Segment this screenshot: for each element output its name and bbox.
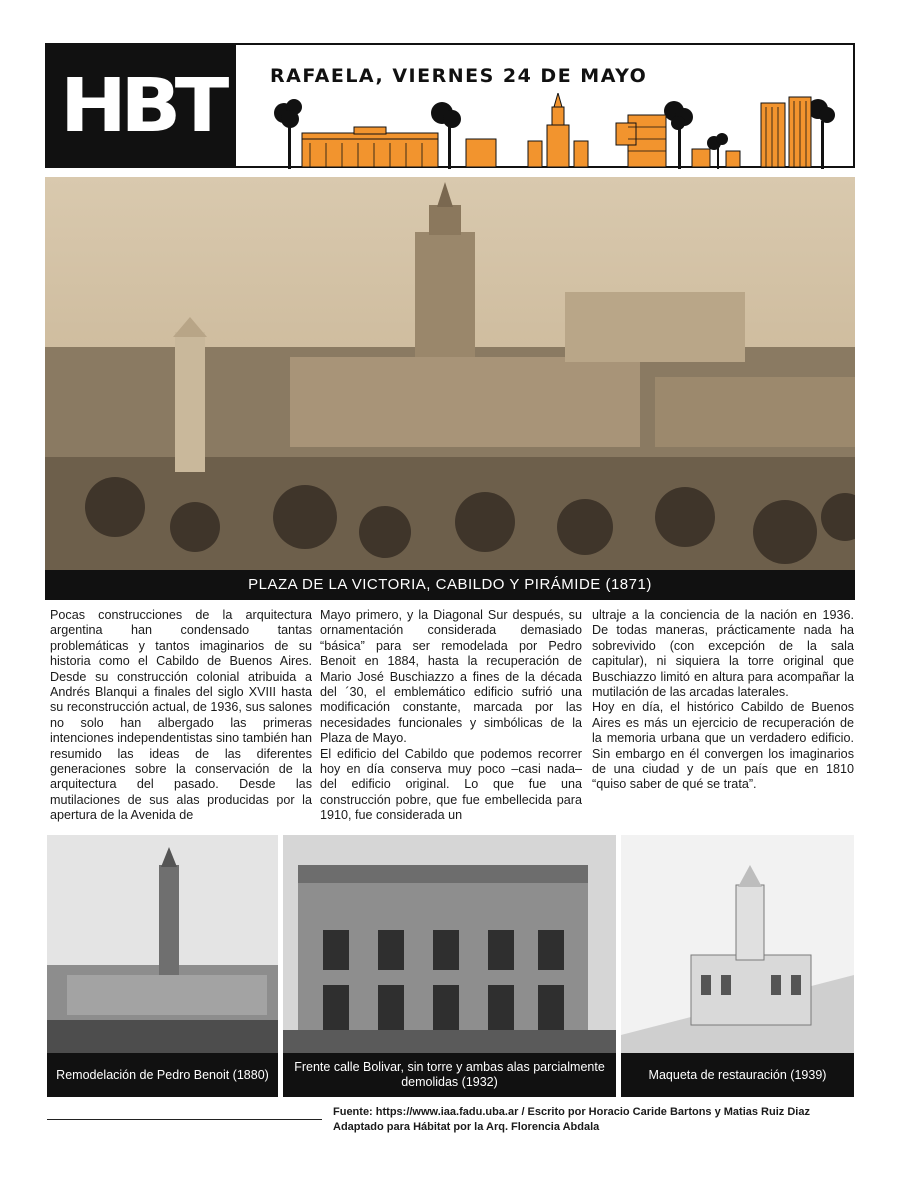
logo-text: HBT [60,62,223,149]
article-paragraph: Hoy en día, el histórico Cabildo de Buenos Aires es más un ejercicio de recuperación de la memoria urbana que un verdadero edificio. Sin embargo en él convergen los imaginarios de una ciudad y de un país que en 1810 “quiso saber de qué se trata”. [592,700,854,792]
dateline: RAFAELA, VIERNES 24 DE MAYO [270,65,648,87]
masthead [45,43,855,168]
photo-bolivar-facade [283,835,616,1053]
article-paragraph: Pocas construcciones de la arquitectura argentina han condensado tantas problemáticas y tantos imaginarios de su historia como el Cabildo de Buenos Aires. Desde su construcción colonial atribuida a Andrés Blanqui a finales del siglo XVIII hasta su reconstrucción actual, de 1936, sus salones no solo han albergado las primeras intenciones independentistas sino también han resumido las ideas de las diferentes generaciones sobre la conservación de la arquitectura del pasado. Desde las mutilaciones de sus alas producidas por la apertura de la Avenida de [50,608,312,823]
article-paragraph: ultraje a la conciencia de la nación en 1936. De todas maneras, prácticamente nada ha sobrevivido (con excepción de la sala capitular), ni siquiera la torre original que Buschiazzo limitó en altura para acompañar la mutilación de las arcadas laterales. [592,608,854,700]
caption-benoit-remodel: Remodelación de Pedro Benoit (1880) [47,1053,278,1097]
hbt-logo [47,45,236,166]
article-column-3 [592,608,854,793]
footer-credits [333,1105,855,1135]
article-column-1 [50,608,312,824]
caption-restoration-model: Maqueta de restauración (1939) [621,1053,854,1097]
footer-adaptation: Adaptado para Hábitat por la Arq. Florencia Abdala [333,1121,600,1133]
masthead-right [236,45,853,166]
caption-bolivar-facade: Frente calle Bolivar, sin torre y ambas alas parcialmente demolidas (1932) [283,1053,616,1097]
main-photo-caption: PLAZA DE LA VICTORIA, CABILDO Y PIRÁMIDE (1871) [45,570,855,600]
photo-benoit-remodel [47,835,278,1053]
footer-rule [47,1119,322,1120]
photo-restoration-model [621,835,854,1053]
article-paragraph: Mayo primero, y la Diagonal Sur después, su ornamentación considerada demasiado “básica” para ser remodelada por Pedro Benoit en 1884, hasta la recuperación de Mario José Buschiazzo a fines de la década del ´30, el emblemático edificio sufrió una modificación constante, marcada por las necesidades funcionales y simbólicas de la Plaza de Mayo. [320,608,582,746]
article-paragraph: El edificio del Cabildo que podemos recorrer hoy en día conserva muy poco –casi nada– del edificio original. Lo que fue una construcción pobre, que fue embellecida para 1910, fue considerada un [320,746,582,823]
main-photo-plaza-de-la-victoria [45,177,855,570]
article-column-2 [320,608,582,824]
footer-source: Fuente: https://www.iaa.fadu.uba.ar / Escrito por Horacio Caride Bartons y Matias Ruiz Diaz [333,1106,810,1118]
city-skyline-illustration [266,93,856,169]
